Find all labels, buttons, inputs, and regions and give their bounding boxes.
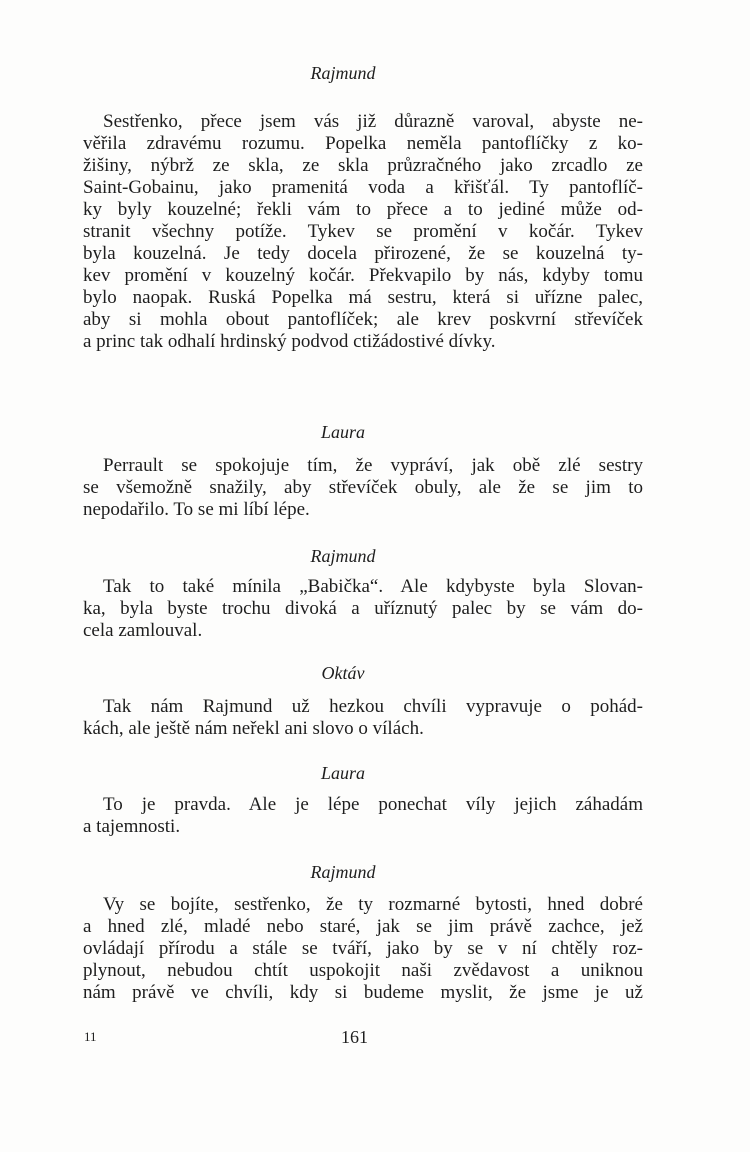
text-line: plynout, nebudou chtít uspokojit naši zvědavost a uniknou <box>83 960 643 981</box>
text-line: Sestřenko, přece jsem vás již důrazně varoval, abyste ne- <box>103 111 643 132</box>
text-line: To je pravda. Ale je lépe ponechat víly jejich záhadám <box>103 794 643 815</box>
text-line: aby si mohla obout pantoflíček; ale krev poskvrní střevíček <box>83 309 643 330</box>
text-line: se všemožně snažily, aby střevíček obuly, ale že se jim to <box>83 477 643 498</box>
text-line: Tak nám Rajmund už hezkou chvíli vypravuje o pohád- <box>103 696 643 717</box>
text-line: a princ tak odhalí hrdinský podvod ctižádostivé dívky. <box>83 331 496 352</box>
text-line: věřila zdravému rozumu. Popelka neměla pantoflíčky z ko- <box>83 133 643 154</box>
speaker-heading: Rajmund <box>310 862 376 882</box>
text-line: bylo naopak. Ruská Popelka má sestru, která si uřízne palec, <box>83 287 643 308</box>
text-line: kev promění v kouzelný kočár. Překvapilo by nás, kdyby tomu <box>83 265 643 286</box>
speaker-heading: Laura <box>320 422 365 442</box>
text-line: Perrault se spokojuje tím, že vypráví, jak obě zlé sestry <box>103 455 643 476</box>
text-line: a hned zlé, mladé nebo staré, jak se jim právě zachce, jež <box>83 916 643 937</box>
text-line: cela zamlouval. <box>83 620 203 641</box>
speaker-heading: Rajmund <box>310 63 376 83</box>
dialogue-paragraph <box>83 576 643 642</box>
text-line: ky byly kouzelné; řekli vám to přece a to jediné může od- <box>83 199 643 220</box>
signature-mark: 11 <box>84 1029 97 1044</box>
text-line: žišiny, nýbrž ze skla, ze skla průzračného jako zrcadlo ze <box>83 155 643 176</box>
dialogue-paragraph <box>83 894 643 1004</box>
page-number: 161 <box>341 1027 368 1047</box>
text-line: ka, byla byste trochu divoká a uříznutý palec by se vám do- <box>83 598 643 619</box>
dialogue-paragraph <box>83 455 643 521</box>
text-line: stranit všechny potíže. Tykev se promění v kočár. Tykev <box>83 221 643 242</box>
text-line: kách, ale ještě nám neřekl ani slovo o vílách. <box>83 718 424 739</box>
dialogue-paragraph <box>83 794 643 838</box>
speaker-heading: Laura <box>320 763 365 783</box>
text-line: ovládají přírodu a stále se tváří, jako by se v ní chtěly roz- <box>83 938 643 959</box>
text-line: Vy se bojíte, sestřenko, že ty rozmarné bytosti, hned dobré <box>103 894 643 915</box>
speaker-heading: Oktáv <box>321 663 365 683</box>
dialogue-paragraph <box>83 696 643 740</box>
text-line: a tajemnosti. <box>83 816 181 837</box>
dialogue-paragraph <box>83 111 643 353</box>
text-line: nám právě ve chvíli, kdy si budeme myslit, že jsme je už <box>83 982 643 1003</box>
text-line: Tak to také mínila „Babička“. Ale kdybyste byla Slovan- <box>103 576 643 597</box>
text-line: nepodařilo. To se mi líbí lépe. <box>83 499 310 520</box>
text-line: byla kouzelná. Je tedy docela přirozené, že se kouzelná ty- <box>83 243 643 264</box>
text-line: Saint-Gobainu, jako pramenitá voda a křišťál. Ty pantoflíč- <box>83 177 643 198</box>
speaker-heading: Rajmund <box>310 546 376 566</box>
